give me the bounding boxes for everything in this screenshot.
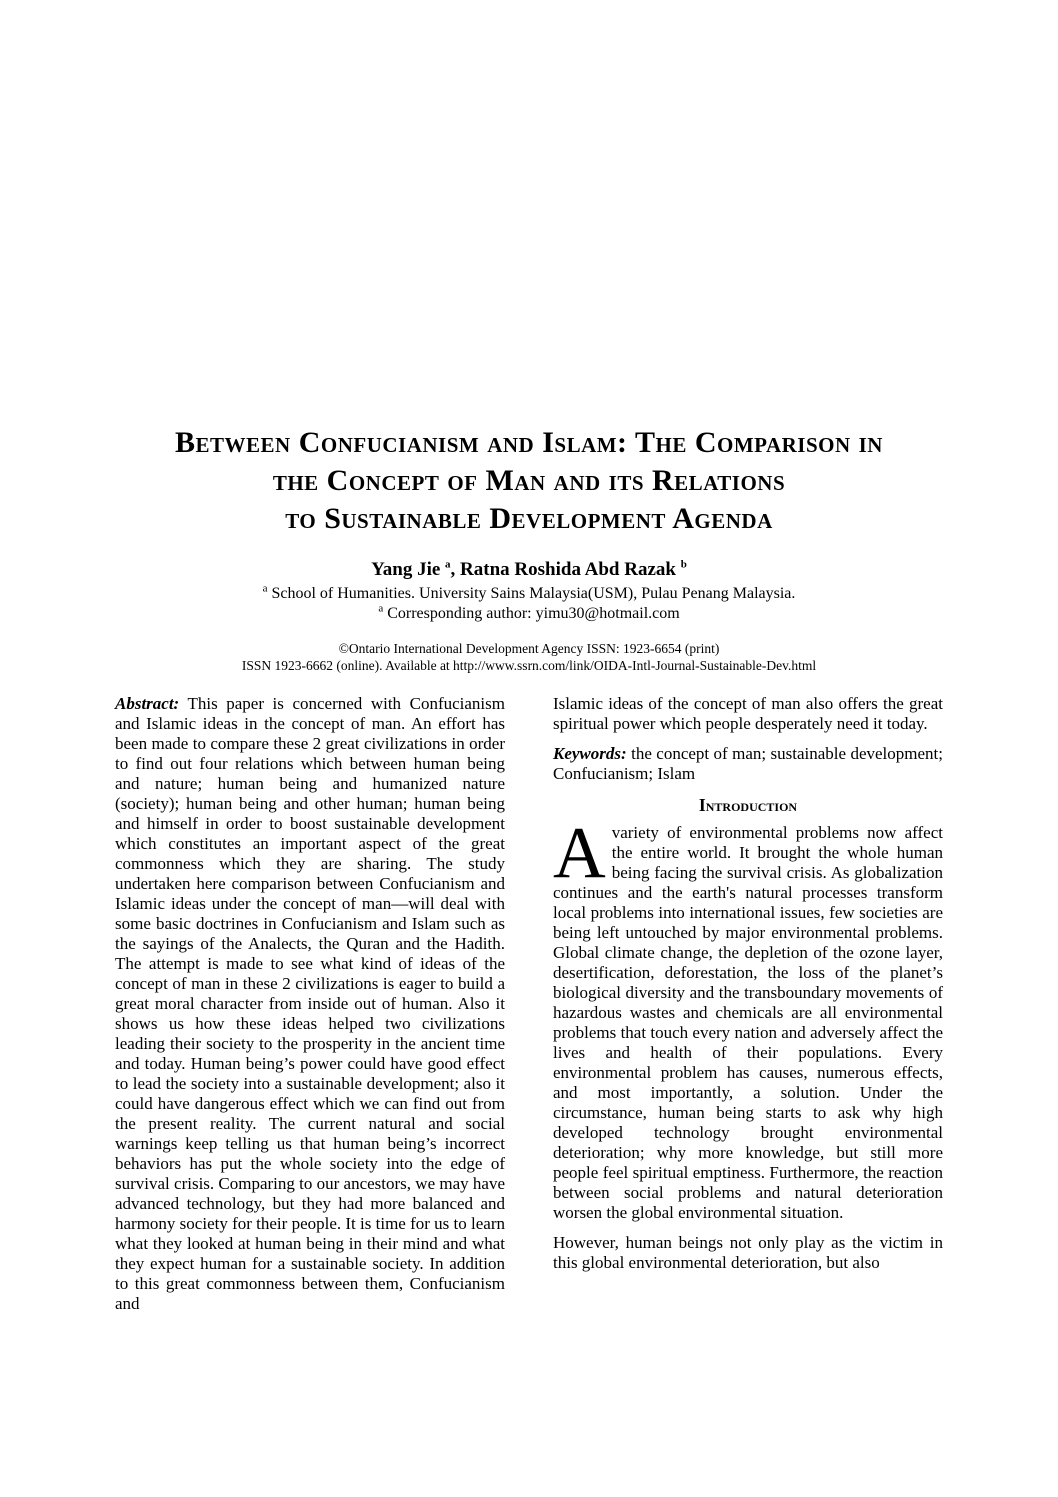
abstract-label: Abstract: — [115, 694, 180, 713]
author-1-affiliation-mark: a — [445, 558, 451, 571]
publisher-block — [0, 641, 1058, 674]
author-2-affiliation-mark: b — [680, 558, 687, 571]
abstract-paragraph — [115, 694, 505, 1314]
article-title — [60, 424, 998, 538]
introduction-paragraph-1 — [553, 812, 943, 1223]
keywords-paragraph — [553, 744, 943, 784]
keywords-label: Keywords: — [553, 744, 627, 763]
author-1-name: Yang Jie — [371, 559, 441, 580]
publisher-line-2: ISSN 1923-6662 (online). Available at http://www.ssrn.com/link/OIDA-Intl-Journal-Sustainable-Dev.html — [241, 657, 817, 673]
abstract-continuation-paragraph — [553, 694, 943, 734]
introduction-heading: Introduction — [698, 795, 798, 815]
correspondence-line — [0, 604, 1058, 624]
title-line-3: to Sustainable Development Agenda — [285, 502, 773, 535]
affiliation-text: School of Humanities. University Sains Malaysia(USM), Pulau Penang Malaysia. — [271, 585, 796, 602]
correspondence-mark: a — [378, 602, 384, 615]
authors-separator: , — [450, 559, 461, 580]
author-2-name: Ratna Roshida Abd Razak — [460, 559, 676, 580]
abstract-text-left: This paper is concerned with Confucianism and Islamic ideas in the concept of man. An effort has been made to compare these 2 great civilizations in order to find out four relations which between human being and nature; human being and humanized nature (society); human being and other human; human being and himself in order to boost sustainable development which constitutes an important aspect of the great commonness which they are sharing. The study undertaken here comparison between Confucianism and Islamic ideas under the concept of man—will deal with some basic doctrines in Confucianism and Islam such as the sayings of the Analects, the Quran and the Hadith. The attempt is made to see what kind of ideas of the concept of man in these 2 civilizations is eager to build a great moral character from inside out of human. Also it shows us how these ideas helped two civilizations leading their society to the prosperity in the ancient time and today. Human being’s power could have good effect to lead the society into a sustainable development; also it could have dangerous effect which we can find out from the present reality. The current natural and social warnings keep telling us that human being’s incorrect behaviors has put the whole society into the edge of survival crisis. Comparing to our ancestors, we may have advanced technology, but they had more balanced and harmony society for their people. It is time for us to learn what they looked at human being in their mind and what they expect human for a sustainable society. In addition to this great commonness between them, Confucianism and — [115, 694, 505, 1313]
affiliation-mark: a — [262, 582, 268, 595]
title-line-1: Between Confucianism and Islam: The Comparison in — [175, 426, 883, 459]
affiliation-line — [0, 584, 1058, 604]
body-columns — [115, 694, 943, 1314]
title-line-2: the Concept of Man and its Relations — [272, 464, 786, 497]
introduction-paragraph-2: However, human beings not only play as the victim in this global environmental deterioration, but also — [553, 1233, 943, 1272]
right-column — [553, 694, 943, 1314]
abstract-text-right: Islamic ideas of the concept of man also offers the great spiritual power which people desperately need it today. — [553, 694, 943, 733]
publisher-line-1: ©Ontario International Development Agency ISSN: 1923-6654 (print) — [338, 641, 720, 656]
authors-line — [0, 558, 1058, 582]
affiliation-block — [0, 584, 1058, 624]
introduction-paragraph-1-text: variety of environmental problems now affect the entire world. It brought the whole human being facing the survival crisis. As globalization continues and the earth's natural processes transform local problems into international issues, few societies are being left untouched by major environmental problems. Global climate change, the depletion of the ozone layer, desertification, deforestation, the loss of the planet’s biological diversity and the transboundary movements of hazardous wastes and chemicals are all environmental problems that touch every nation and adversely affect the lives and health of their populations. Every environmental problem has causes, numerous effects, and most importantly, a solution. Under the circumstance, human being starts to ask why high developed technology brought environmental deterioration; why more knowledge, but still more people feel spiritual emptiness. Furthermore, the reaction between social problems and natural deterioration worsen the global environmental situation. — [553, 823, 943, 1222]
drop-cap-letter: A — [553, 812, 606, 893]
correspondence-text: Corresponding author: yimu30@hotmail.com — [387, 605, 680, 622]
keywords-text: the concept of man; sustainable development; Confucianism; Islam — [553, 744, 943, 783]
left-column — [115, 694, 505, 1314]
